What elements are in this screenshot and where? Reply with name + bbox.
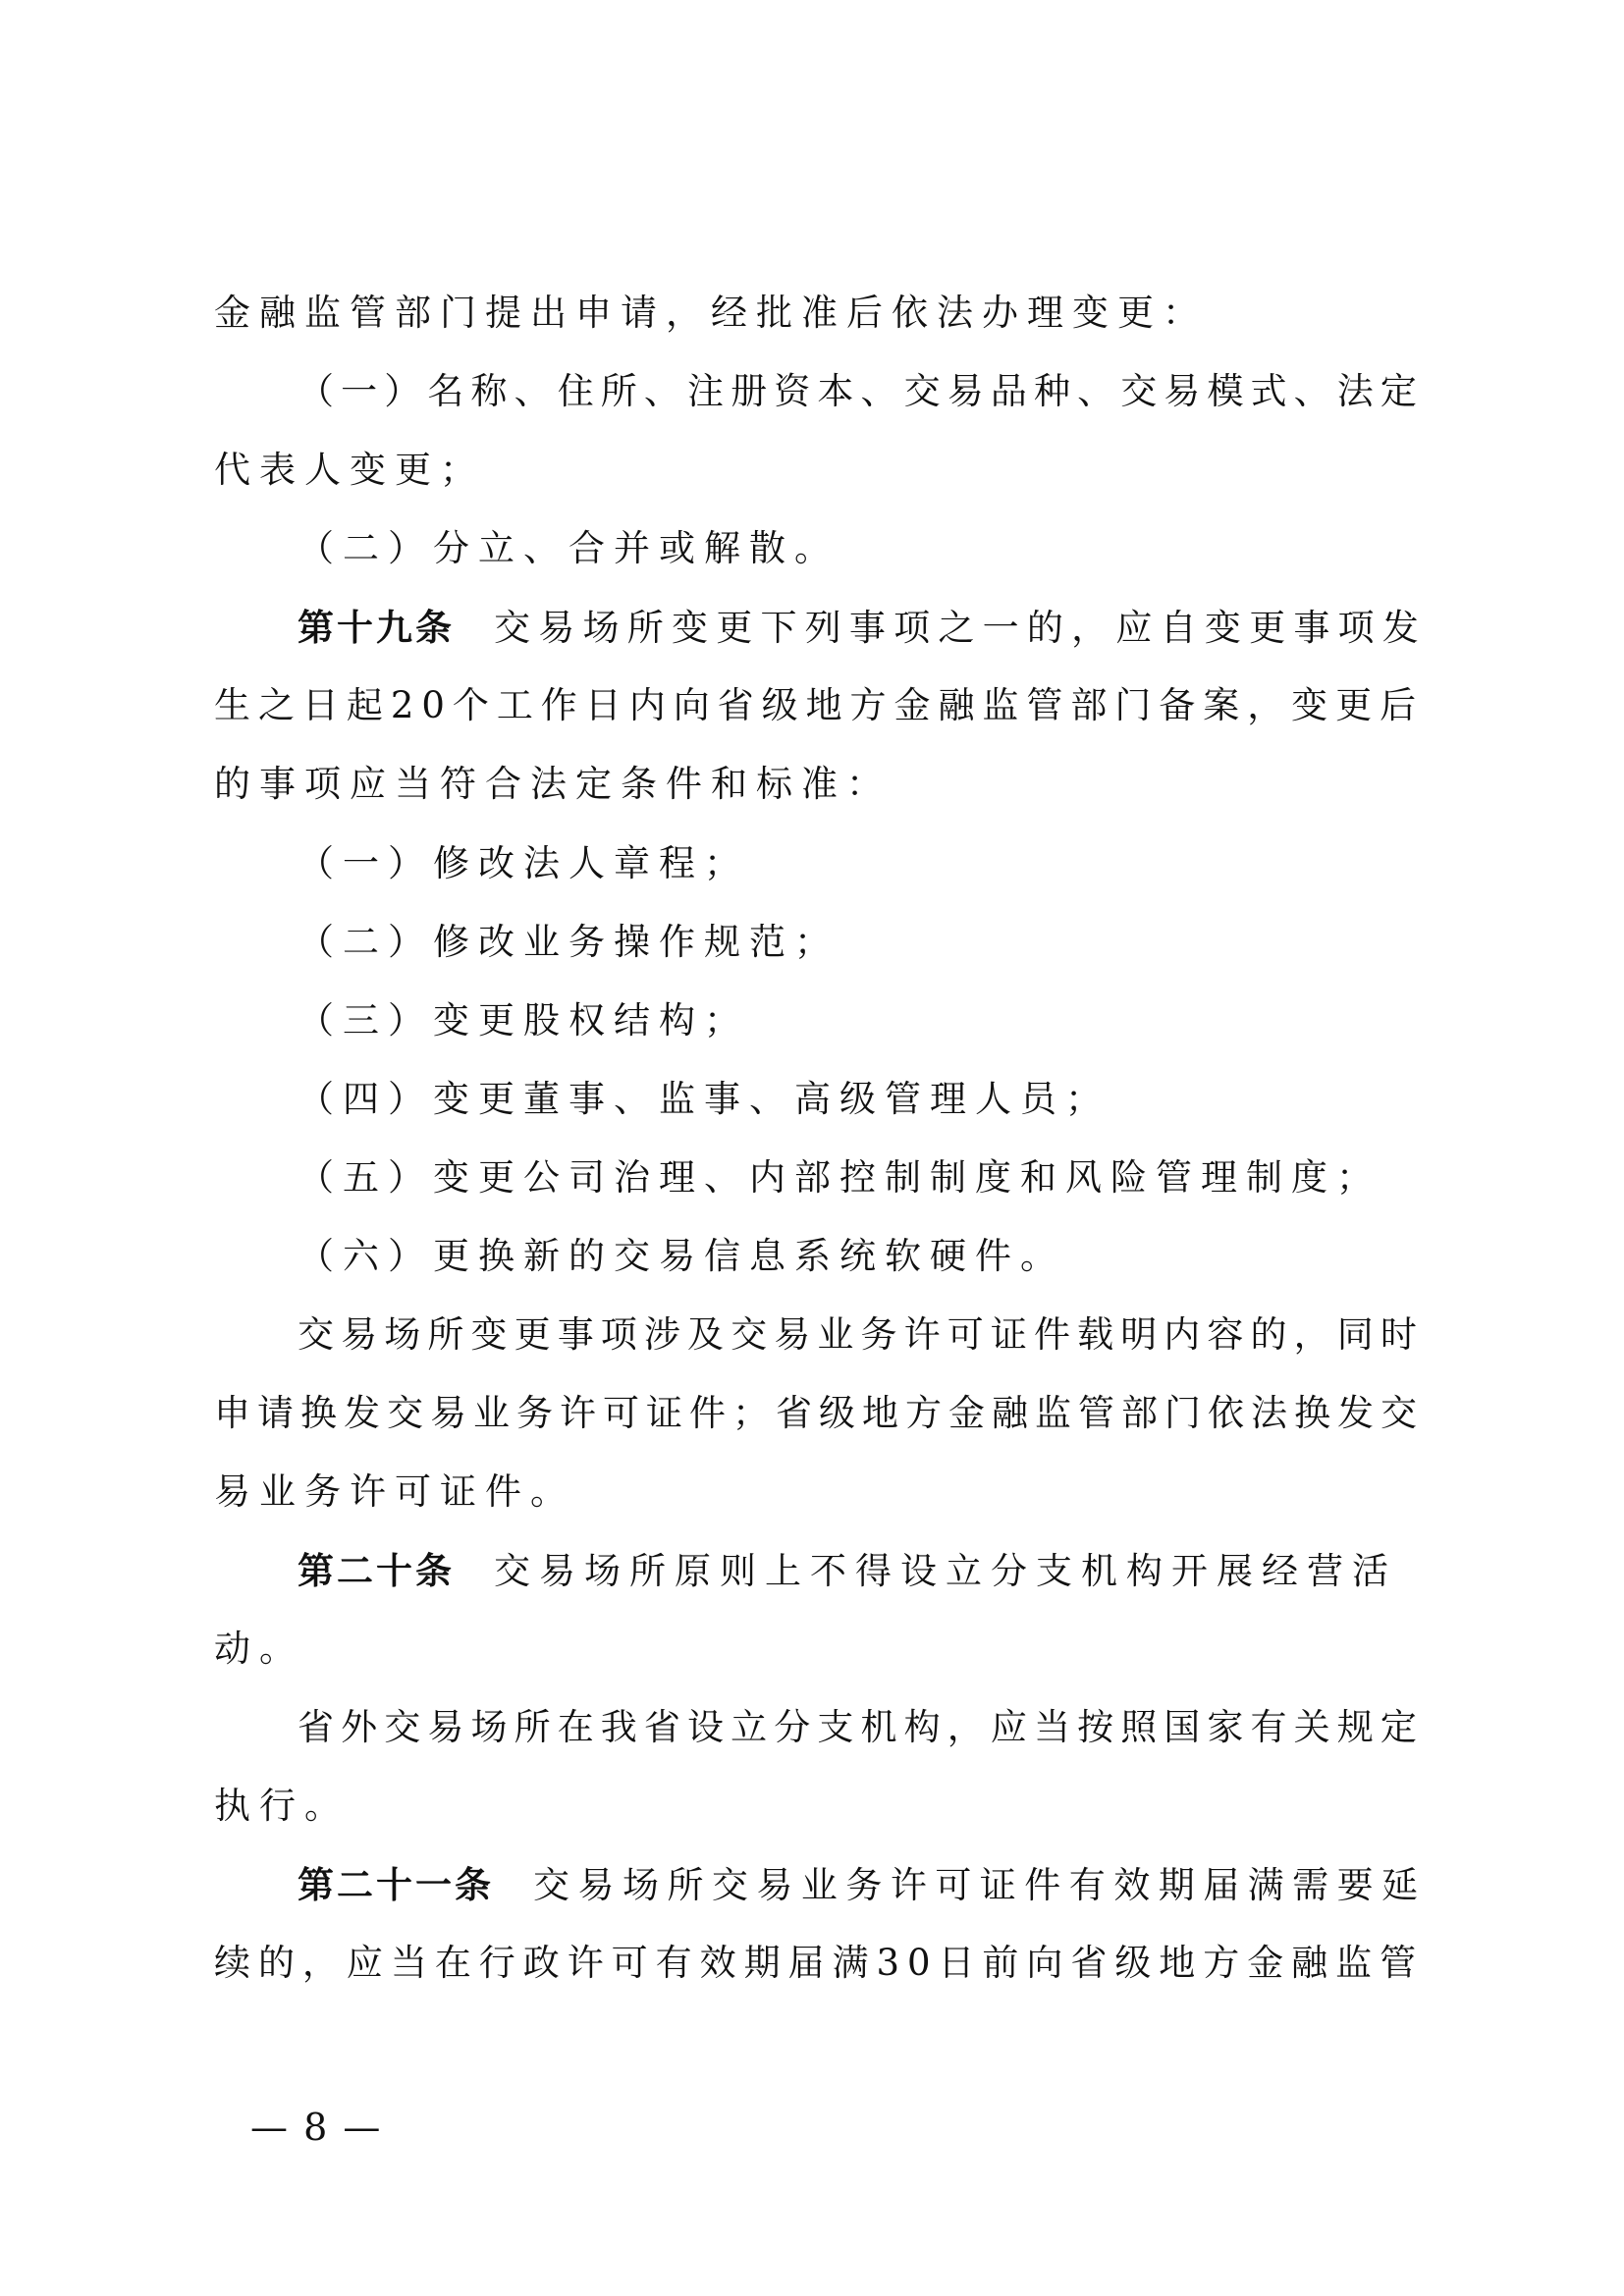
text-line: 续的，应当在行政许可有效期届满30日前向省级地方金融监管 bbox=[214, 1942, 1425, 1984]
text-line: 代表人变更； bbox=[214, 449, 485, 491]
article-heading: 第二十一条 bbox=[298, 1863, 494, 1906]
paragraph-line: 省外交易场所在我省设立分支机构，应当按照国家有关规定 bbox=[298, 1706, 1424, 1748]
text-line: 的事项应当符合法定条件和标准： bbox=[214, 763, 892, 805]
text-line: 易业务许可证件。 bbox=[214, 1470, 575, 1513]
list-item: （一）名称、住所、注册资本、交易品种、交易模式、法定 bbox=[298, 370, 1424, 412]
article-paragraph: 第二十一条 交易场所交易业务许可证件有效期届满需要延 bbox=[298, 1863, 1427, 1906]
article-paragraph: 第十九条 交易场所变更下列事项之一的，应自变更事项发 bbox=[298, 606, 1428, 649]
text-line: 金融监管部门提出申请，经批准后依法办理变更： bbox=[214, 292, 1208, 334]
article-heading: 第二十条 bbox=[298, 1549, 455, 1592]
text-line: 生之日起20个工作日内向省级地方金融监管部门备案，变更后 bbox=[214, 684, 1425, 726]
text-line: 执行。 bbox=[214, 1785, 350, 1827]
page-number: — 8 — bbox=[250, 2106, 383, 2149]
list-item: （三）变更股权结构； bbox=[298, 999, 749, 1041]
article-heading: 第十九条 bbox=[298, 606, 455, 649]
text-line: 动。 bbox=[214, 1628, 304, 1670]
text-line: 申请换发交易业务许可证件；省级地方金融监管部门依法换发交 bbox=[214, 1392, 1424, 1434]
list-item: （一）修改法人章程； bbox=[298, 842, 749, 884]
list-item: （二）分立、合并或解散。 bbox=[298, 527, 839, 569]
list-item: （五）变更公司治理、内部控制制度和风险管理制度； bbox=[298, 1156, 1381, 1199]
list-item: （四）变更董事、监事、高级管理人员； bbox=[298, 1078, 1110, 1120]
paragraph-line: 交易场所变更事项涉及交易业务许可证件载明内容的，同时 bbox=[298, 1313, 1424, 1356]
list-item: （六）更换新的交易信息系统软硬件。 bbox=[298, 1235, 1065, 1277]
article-paragraph: 第二十条 交易场所原则上不得设立分支机构开展经营活 bbox=[298, 1549, 1397, 1592]
list-item: （二）修改业务操作规范； bbox=[298, 921, 839, 963]
